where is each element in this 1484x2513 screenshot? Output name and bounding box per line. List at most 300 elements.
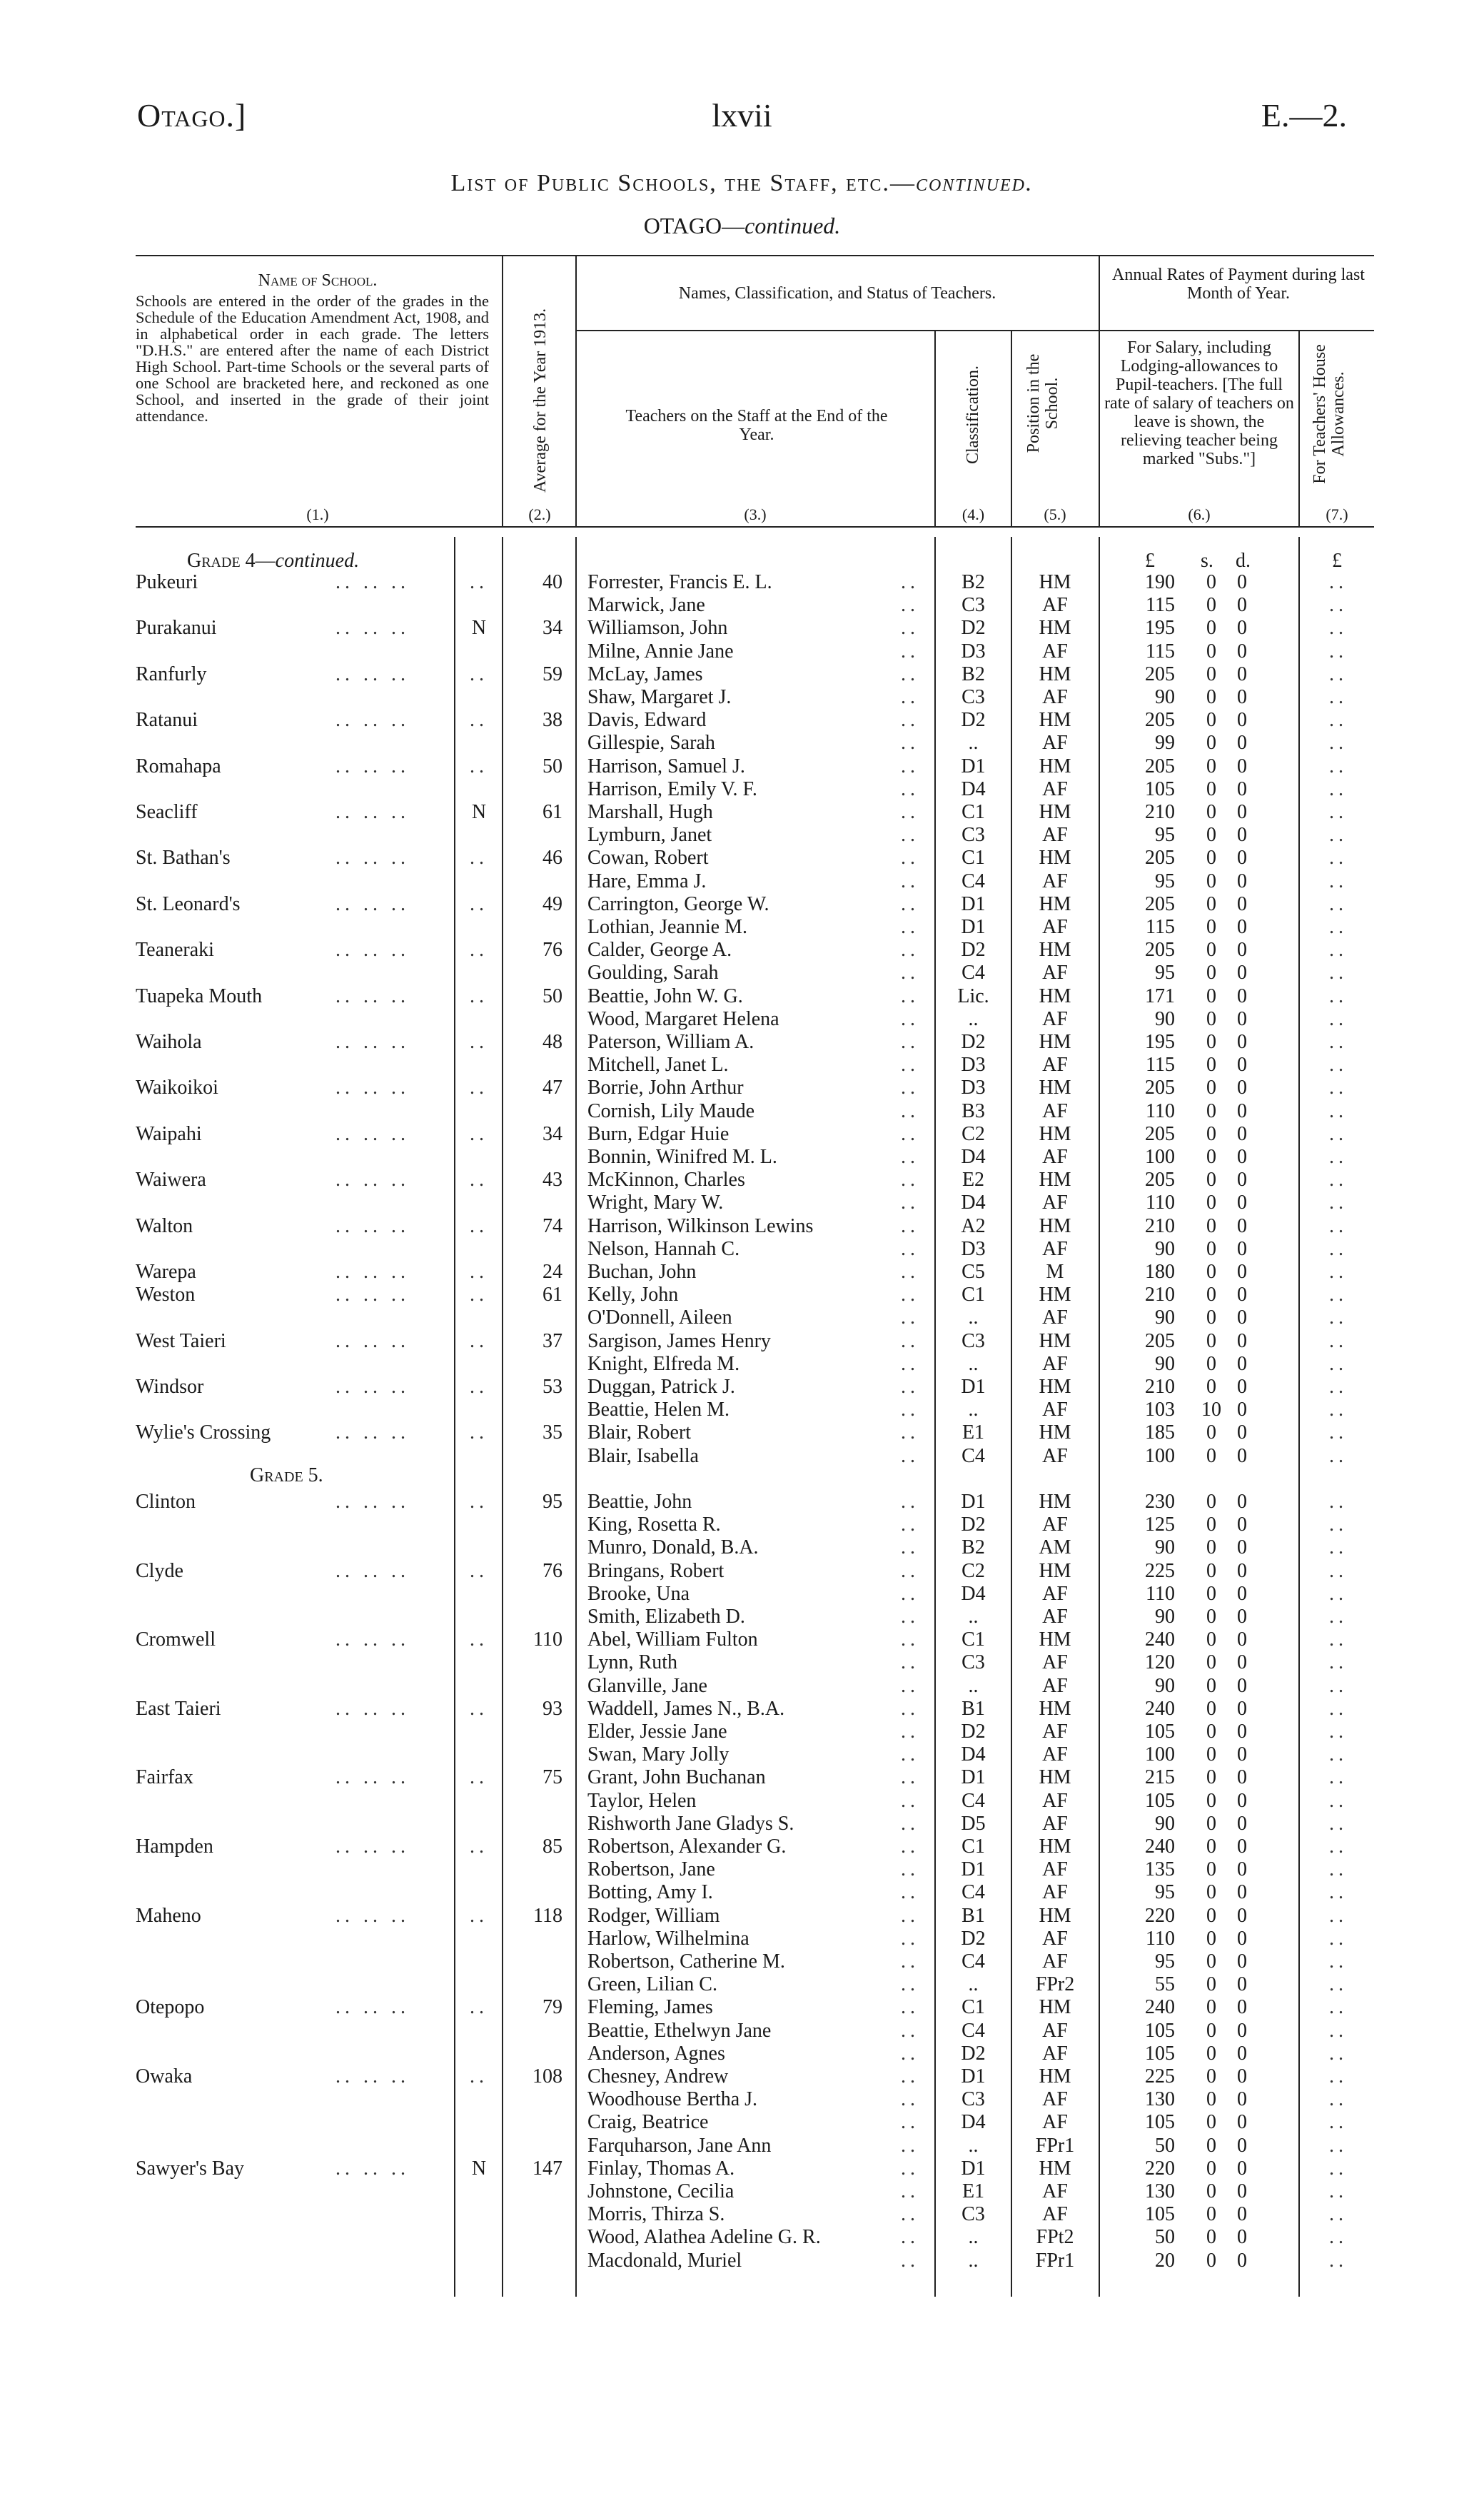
house-allowance: .. (1329, 1560, 1348, 1582)
teacher-position: AF (1042, 1950, 1068, 1973)
salary-shillings: 0 (1206, 1238, 1216, 1260)
house-allowance: .. (1329, 847, 1348, 869)
salary-pence: 0 (1237, 1675, 1247, 1697)
leader-dots: .. (470, 571, 488, 593)
col6-title: For Salary, including Lodging-allowances to Pupil-teachers. [The full rate of salary of teachers on leave is shown, the relieving teacher being marked "Subs."] (1104, 338, 1294, 468)
leader-dots: .. (470, 1261, 488, 1283)
teacher-classification: D1 (961, 1766, 986, 1788)
leader-dots: .. (901, 732, 919, 754)
salary-pence: 0 (1237, 1077, 1247, 1099)
teacher-position: HM (1039, 1905, 1071, 1927)
salary-pence: 0 (1237, 2065, 1247, 2088)
salary-pounds: 210 (1145, 1215, 1175, 1237)
salary-pounds: 90 (1155, 1306, 1175, 1329)
leader-dots: .. .. .. (335, 755, 410, 777)
salary-pence: 0 (1237, 1261, 1247, 1283)
school-name: Romahapa (136, 755, 221, 777)
teacher-name: Harrison, Wilkinson Lewins (587, 1215, 814, 1237)
teacher-classification: B2 (961, 571, 985, 593)
salary-pounds: 205 (1145, 1330, 1175, 1352)
salary-shillings: 0 (1206, 778, 1216, 800)
salary-pounds: 210 (1145, 801, 1175, 823)
leader-dots: .. .. .. (335, 985, 410, 1007)
teacher-classification: C2 (961, 1560, 985, 1582)
leader-dots: .. (901, 2135, 919, 2157)
average-attendance: 61 (542, 1284, 562, 1306)
average-attendance: 46 (542, 847, 562, 869)
col4-title: Classification. (964, 366, 982, 464)
salary-pounds: 240 (1145, 1698, 1175, 1720)
salary-pence: 0 (1237, 1054, 1247, 1076)
leader-dots: .. (470, 985, 488, 1007)
teacher-classification: C3 (961, 594, 985, 616)
leader-dots: .. (901, 709, 919, 731)
teacher-classification: D1 (961, 916, 986, 938)
salary-shillings: 0 (1206, 1583, 1216, 1605)
house-allowance: .. (1329, 2135, 1348, 2157)
salary-pounds: 115 (1146, 594, 1175, 616)
salary-pounds: 90 (1155, 1813, 1175, 1835)
salary-shillings: 0 (1206, 1790, 1216, 1812)
teacher-name: Brooke, Una (587, 1583, 690, 1605)
teacher-classification: C1 (961, 1996, 985, 2018)
teacher-position: HM (1039, 1835, 1071, 1858)
leader-dots: .. (901, 1973, 919, 1995)
grade-4-text: Grade 4— (187, 550, 276, 572)
leader-dots: .. (901, 1399, 919, 1421)
teacher-classification: D4 (961, 1583, 986, 1605)
salary-pence: 0 (1237, 571, 1247, 593)
house-allowance: .. (1329, 1514, 1348, 1536)
col-number-5: (5.) (1044, 505, 1066, 523)
leader-dots: .. (901, 1421, 919, 1444)
teacher-position: FPr1 (1035, 2135, 1075, 2157)
leader-dots: .. (901, 2157, 919, 2180)
header-vrule-6 (1298, 330, 1300, 526)
title-continued: continued. (915, 170, 1034, 196)
teacher-position: HM (1039, 755, 1071, 777)
salary-pence: 0 (1237, 2020, 1247, 2042)
teacher-name: Milne, Annie Jane (587, 640, 734, 663)
salary-shillings: 0 (1206, 985, 1216, 1007)
salary-pence: 0 (1237, 1583, 1247, 1605)
salary-shillings: 0 (1206, 1491, 1216, 1513)
leader-dots: .. (470, 939, 488, 961)
house-allowance: .. (1329, 870, 1348, 892)
teacher-name: Anderson, Agnes (587, 2043, 725, 2065)
teacher-name: Macdonald, Muriel (587, 2250, 742, 2272)
house-allowance: .. (1329, 1421, 1348, 1444)
teacher-position: HM (1039, 663, 1071, 685)
teacher-classification: .. (968, 1306, 979, 1329)
teacher-classification: D2 (961, 709, 986, 731)
teacher-position: HM (1039, 1330, 1071, 1352)
salary-pence: 0 (1237, 1973, 1247, 1995)
teacher-classification: C4 (961, 1790, 985, 1812)
school-name: Tuapeka Mouth (136, 985, 263, 1007)
house-allowance: .. (1329, 1284, 1348, 1306)
teacher-name: Woodhouse Bertha J. (587, 2088, 758, 2110)
page-header-right: E.—2. (1261, 97, 1347, 134)
leader-dots: .. .. .. (335, 1628, 410, 1651)
teacher-name: Farquharson, Jane Ann (587, 2135, 772, 2157)
salary-pounds: 90 (1155, 1008, 1175, 1030)
salary-pence: 0 (1237, 1881, 1247, 1903)
teacher-classification: C3 (961, 1651, 985, 1673)
leader-dots: .. (901, 2020, 919, 2042)
teacher-classification: B1 (961, 1698, 985, 1720)
salary-pounds: 205 (1145, 1077, 1175, 1099)
school-name: Waiwera (136, 1169, 206, 1191)
salary-pounds: 99 (1155, 732, 1175, 754)
leader-dots: .. (901, 1261, 919, 1283)
teacher-name: Beattie, John W. G. (587, 985, 743, 1007)
teacher-name: Kelly, John (587, 1284, 679, 1306)
col1-note: Schools are entered in the order of the grades in the Schedule of the Education Amendment Act, 1908, and in alphabetical order in each grade. The letters "D.H.S." are entered after the name of each District High School. Part-time Schools or the several parts of one School are bracketed here, and reckoned as one School, and inserted in the grade of their joint attendance. (136, 292, 489, 425)
salary-shillings: 0 (1206, 640, 1216, 663)
header-vrule-1 (502, 255, 503, 526)
teacher-name: Smith, Elizabeth D. (587, 1606, 745, 1628)
leader-dots: .. (901, 1238, 919, 1260)
teacher-position: AF (1042, 640, 1068, 663)
leader-dots: .. (470, 1491, 488, 1513)
teacher-classification: D3 (961, 1077, 986, 1099)
teacher-name: Morris, Thirza S. (587, 2203, 725, 2225)
house-allowance: .. (1329, 1721, 1348, 1743)
teacher-classification: D2 (961, 617, 986, 639)
average-attendance: 76 (542, 1560, 562, 1582)
salary-shillings: 0 (1206, 824, 1216, 846)
teacher-position: AF (1042, 1146, 1068, 1168)
salary-pence: 0 (1237, 1306, 1247, 1329)
school-name: Walton (136, 1215, 193, 1237)
leader-dots: .. .. .. (335, 1376, 410, 1398)
teacher-classification: C1 (961, 847, 985, 869)
teacher-classification: B3 (961, 1100, 985, 1122)
col-number-1: (1.) (306, 505, 329, 523)
salary-pounds: 110 (1146, 1192, 1175, 1214)
average-attendance: 110 (533, 1628, 562, 1651)
house-allowance: .. (1329, 1031, 1348, 1053)
average-attendance: 34 (542, 617, 562, 639)
teacher-name: Glanville, Jane (587, 1675, 707, 1697)
leader-dots: .. (901, 2250, 919, 2272)
salary-pence: 0 (1237, 1491, 1247, 1513)
leader-dots: .. (470, 1077, 488, 1099)
salary-pence: 0 (1237, 2135, 1247, 2157)
salary-pounds: 90 (1155, 686, 1175, 708)
average-attendance: 147 (532, 2157, 562, 2180)
salary-pounds: 103 (1145, 1399, 1175, 1421)
salary-pounds: 105 (1145, 2111, 1175, 2133)
salary-pounds: 185 (1145, 1421, 1175, 1444)
school-type-n: N (471, 801, 487, 823)
salary-pounds: 205 (1145, 847, 1175, 869)
house-allowance: .. (1329, 2157, 1348, 2180)
teacher-position: HM (1039, 847, 1071, 869)
salary-shillings: 0 (1206, 1743, 1216, 1766)
house-allowance: .. (1329, 1790, 1348, 1812)
salary-shillings: 0 (1206, 2250, 1216, 2272)
salary-pounds: 55 (1155, 1973, 1175, 1995)
page-title (0, 170, 1484, 197)
body-vrule-pay-left (1099, 537, 1100, 2297)
leader-dots: .. (901, 663, 919, 685)
salary-shillings: 0 (1206, 1536, 1216, 1558)
col-number-4: (4.) (961, 505, 985, 523)
salary-pence: 0 (1237, 1606, 1247, 1628)
col-number-6: (6.) (1188, 505, 1211, 523)
salary-pence: 0 (1237, 1376, 1247, 1398)
salary-shillings: 0 (1206, 1698, 1216, 1720)
teacher-classification: C1 (961, 1628, 985, 1651)
teacher-position: HM (1039, 1077, 1071, 1099)
teacher-name: Cowan, Robert (587, 847, 709, 869)
leader-dots: .. (901, 1651, 919, 1673)
leader-dots: .. (470, 1835, 488, 1858)
leader-dots: .. (901, 1284, 919, 1306)
teacher-name: Forrester, Francis E. L. (587, 571, 772, 593)
leader-dots: .. (470, 1031, 488, 1053)
teacher-position: HM (1039, 571, 1071, 593)
leader-dots: .. (901, 1606, 919, 1628)
salary-shillings: 0 (1206, 1813, 1216, 1835)
teacher-name: Harlow, Wilhelmina (587, 1928, 749, 1950)
house-allowance: .. (1329, 1698, 1348, 1720)
leader-dots: .. (901, 1445, 919, 1467)
teacher-position: AF (1042, 1675, 1068, 1697)
teacher-name: Shaw, Margaret J. (587, 686, 732, 708)
salary-shillings: 0 (1206, 1031, 1216, 1053)
leader-dots: .. (470, 1330, 488, 1352)
salary-pounds: 120 (1145, 1651, 1175, 1673)
salary-shillings: 0 (1206, 1973, 1216, 1995)
house-allowance: .. (1329, 1491, 1348, 1513)
leader-dots: .. (901, 1491, 919, 1513)
teacher-name: Blair, Isabella (587, 1445, 699, 1467)
leader-dots: .. (901, 1031, 919, 1053)
salary-pounds: 95 (1155, 870, 1175, 892)
teacher-name: Davis, Edward (587, 709, 707, 731)
salary-pence: 0 (1237, 2043, 1247, 2065)
salary-pence: 0 (1237, 663, 1247, 685)
teacher-position: AF (1042, 2020, 1068, 2042)
salary-shillings: 0 (1206, 594, 1216, 616)
house-allowance: .. (1329, 1445, 1348, 1467)
leader-dots: .. .. .. (335, 1996, 410, 2018)
teacher-classification: D1 (961, 1376, 986, 1398)
teacher-position: FPt2 (1036, 2226, 1074, 2248)
col7-title: For Teachers' House Allowances. (1311, 344, 1348, 484)
average-attendance: 53 (542, 1376, 562, 1398)
col-number-2: (2.) (528, 505, 551, 523)
col-number-3: (3.) (744, 505, 767, 523)
teacher-name: Lothian, Jeannie M. (587, 916, 747, 938)
salary-pence: 0 (1237, 778, 1247, 800)
average-attendance: 43 (542, 1169, 562, 1191)
house-allowance: .. (1329, 2250, 1348, 2272)
salary-shillings: 0 (1206, 1192, 1216, 1214)
salary-pence: 0 (1237, 2157, 1247, 2180)
teacher-classification: .. (968, 2135, 979, 2157)
leader-dots: .. .. .. (335, 1031, 410, 1053)
teacher-position: AF (1042, 1813, 1068, 1835)
salary-pounds: 205 (1145, 1123, 1175, 1145)
house-allowance: .. (1329, 2226, 1348, 2248)
teacher-name: Robertson, Jane (587, 1858, 715, 1880)
leader-dots: .. (470, 1215, 488, 1237)
salary-shillings: 0 (1206, 2020, 1216, 2042)
house-allowance: .. (1329, 1376, 1348, 1398)
teacher-classification: C4 (961, 1445, 985, 1467)
salary-pounds: 240 (1145, 1835, 1175, 1858)
salary-pence: 0 (1237, 985, 1247, 1007)
teacher-name: Bonnin, Winifred M. L. (587, 1146, 777, 1168)
salary-pence: 0 (1237, 1996, 1247, 2018)
salary-pounds: 105 (1145, 2020, 1175, 2042)
salary-shillings: 0 (1206, 939, 1216, 961)
header-vrule-5 (1099, 255, 1100, 526)
house-allowance: .. (1329, 1950, 1348, 1973)
average-attendance: 85 (542, 1835, 562, 1858)
teacher-classification: D4 (961, 1192, 986, 1214)
teacher-name: Lynn, Ruth (587, 1651, 678, 1673)
salary-shillings: 0 (1206, 2226, 1216, 2248)
house-allowance: .. (1329, 1261, 1348, 1283)
leader-dots: .. (901, 594, 919, 616)
house-allowance: .. (1329, 1766, 1348, 1788)
teacher-classification: D1 (961, 1491, 986, 1513)
salary-shillings: 0 (1206, 2180, 1216, 2202)
teacher-classification: C4 (961, 962, 985, 984)
salary-shillings: 0 (1206, 1445, 1216, 1467)
salary-pounds: 130 (1145, 2088, 1175, 2110)
school-name: East Taieri (136, 1698, 221, 1720)
leader-dots: .. (470, 1376, 488, 1398)
teacher-name: Calder, George A. (587, 939, 732, 961)
average-attendance: 47 (542, 1077, 562, 1099)
leader-dots: .. .. .. (335, 571, 410, 593)
salary-pounds: 105 (1145, 1790, 1175, 1812)
salary-pence: 0 (1237, 2203, 1247, 2225)
salary-pence: 0 (1237, 1628, 1247, 1651)
teacher-classification: .. (968, 1008, 979, 1030)
shilling-sign: s. (1201, 550, 1213, 572)
school-name: Seacliff (136, 801, 198, 823)
teacher-classification: E1 (961, 2180, 985, 2202)
teacher-position: HM (1039, 1284, 1071, 1306)
leader-dots: .. .. .. (335, 2157, 410, 2180)
teacher-name: Buchan, John (587, 1261, 697, 1283)
salary-shillings: 0 (1206, 1514, 1216, 1536)
house-allowance: .. (1329, 778, 1348, 800)
leader-dots: .. (901, 801, 919, 823)
teacher-classification: D2 (961, 2043, 986, 2065)
house-allowance: .. (1329, 1835, 1348, 1858)
salary-pounds: 95 (1155, 824, 1175, 846)
leader-dots: .. .. .. (335, 1766, 410, 1788)
school-name: Pukeuri (136, 571, 198, 593)
teacher-classification: C1 (961, 801, 985, 823)
teacher-position: HM (1039, 1376, 1071, 1398)
salary-pounds: 105 (1145, 1721, 1175, 1743)
house-allowance: .. (1329, 1054, 1348, 1076)
teacher-name: Mitchell, Janet L. (587, 1054, 729, 1076)
salary-pence: 0 (1237, 870, 1247, 892)
leader-dots: .. (901, 617, 919, 639)
salary-pence: 0 (1237, 1835, 1247, 1858)
teacher-position: HM (1039, 617, 1071, 639)
leader-dots: .. (901, 2111, 919, 2133)
teacher-position: AF (1042, 1743, 1068, 1766)
teacher-classification: D3 (961, 640, 986, 663)
leader-dots: .. (470, 1628, 488, 1651)
teacher-position: AF (1042, 1399, 1068, 1421)
salary-shillings: 0 (1206, 1215, 1216, 1237)
leader-dots: .. (901, 893, 919, 915)
house-allowance: .. (1329, 686, 1348, 708)
salary-shillings: 0 (1206, 2043, 1216, 2065)
teacher-classification: D4 (961, 2111, 986, 2133)
teacher-position: AF (1042, 1881, 1068, 1903)
teacher-classification: B2 (961, 663, 985, 685)
table-top-rule (136, 255, 1374, 256)
header-vrule-4 (1011, 330, 1012, 526)
teacher-name: Wood, Alathea Adeline G. R. (587, 2226, 821, 2248)
leader-dots: .. .. .. (335, 1835, 410, 1858)
salary-pence: 0 (1237, 962, 1247, 984)
pay-group-title: Annual Rates of Payment during last Month of Year. (1112, 266, 1365, 303)
average-attendance: 24 (542, 1261, 562, 1283)
teacher-classification: C1 (961, 1835, 985, 1858)
salary-shillings: 0 (1206, 1008, 1216, 1030)
salary-pence: 0 (1237, 1353, 1247, 1375)
house-allowance: .. (1329, 594, 1348, 616)
teacher-position: HM (1039, 709, 1071, 731)
leader-dots: .. (901, 1950, 919, 1973)
teacher-position: AF (1042, 594, 1068, 616)
salary-pounds: 90 (1155, 1675, 1175, 1697)
teacher-position: HM (1039, 1560, 1071, 1582)
teacher-classification: D4 (961, 1146, 986, 1168)
salary-pence: 0 (1237, 755, 1247, 777)
salary-pence: 0 (1237, 2250, 1247, 2272)
salary-shillings: 0 (1206, 1261, 1216, 1283)
salary-pence: 0 (1237, 594, 1247, 616)
leader-dots: .. (901, 916, 919, 938)
school-name: Owaka (136, 2065, 193, 2088)
teacher-position: AM (1039, 1536, 1071, 1558)
teacher-position: HM (1039, 1698, 1071, 1720)
teacher-name: Hare, Emma J. (587, 870, 707, 892)
leader-dots: .. .. .. (335, 1215, 410, 1237)
house-allowance: .. (1329, 1928, 1348, 1950)
teacher-position: HM (1039, 1996, 1071, 2018)
house-allowance: .. (1329, 1858, 1348, 1880)
leader-dots: .. (901, 2043, 919, 2065)
house-allowance: .. (1329, 1399, 1348, 1421)
teacher-name: Fleming, James (587, 1996, 713, 2018)
leader-dots: .. .. .. (335, 1698, 410, 1720)
col2-title: Average for the Year 1913. (531, 308, 550, 493)
teacher-classification: C1 (961, 1284, 985, 1306)
teacher-classification: Lic. (957, 985, 989, 1007)
average-attendance: 35 (542, 1421, 562, 1444)
leader-dots: .. (901, 1514, 919, 1536)
house-allowance: .. (1329, 1628, 1348, 1651)
house-allowance: .. (1329, 916, 1348, 938)
teacher-name: Bringans, Robert (587, 1560, 725, 1582)
